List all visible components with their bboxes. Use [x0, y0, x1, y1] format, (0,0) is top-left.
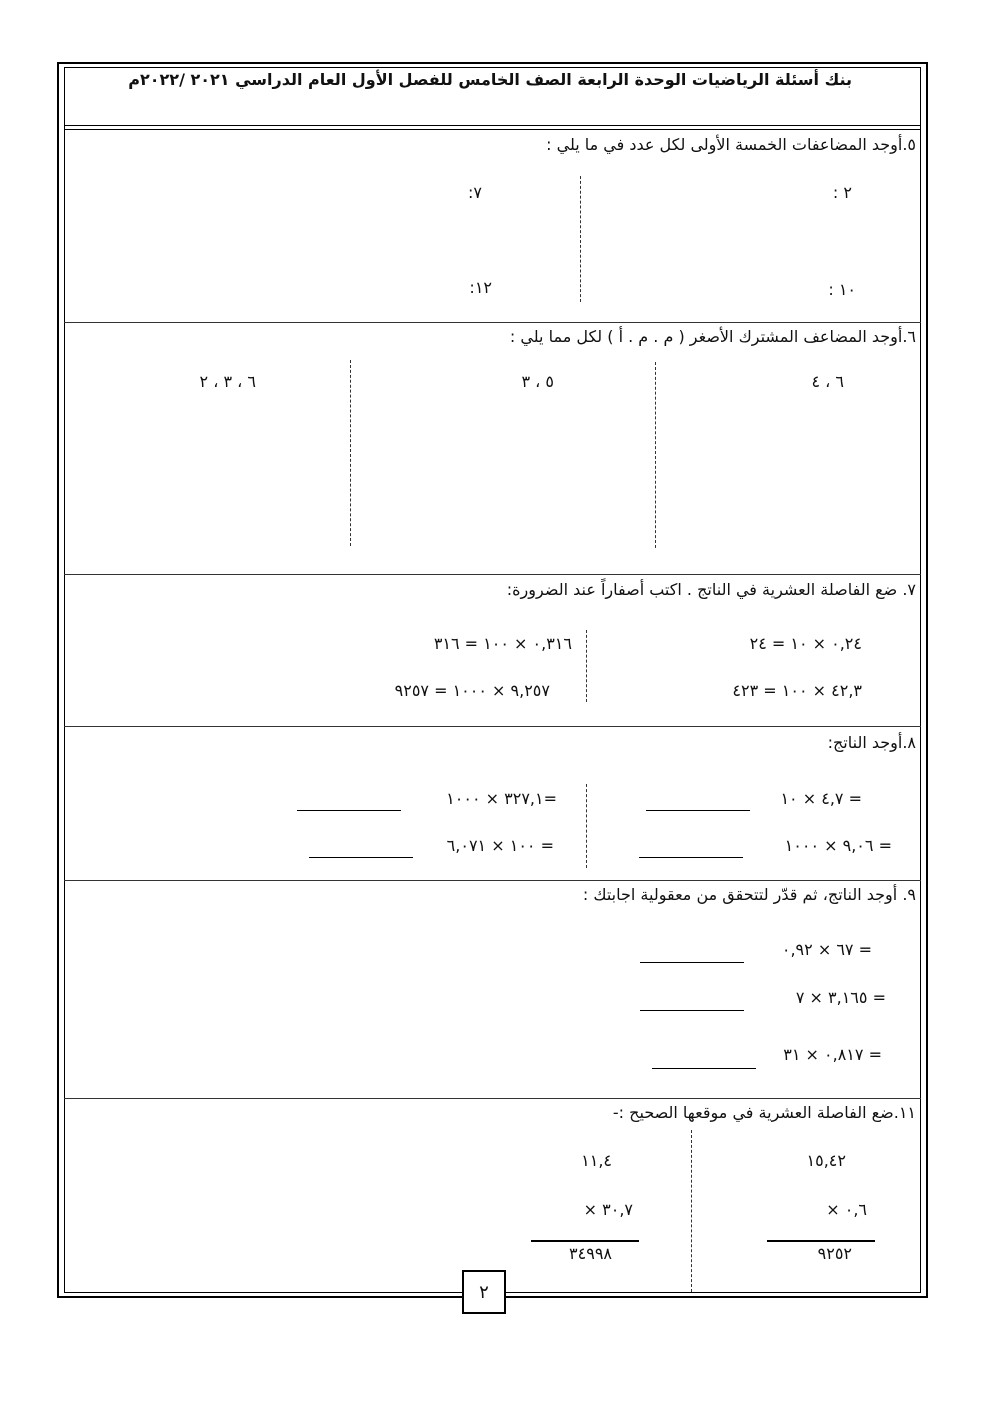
q9-item-b: ٣,١٦٥ × ٧ =	[795, 988, 886, 1007]
q11-left-multiplier: × ٣٠,٧	[583, 1200, 633, 1219]
q6-item-c: ٦ ، ٣ ، ٢	[199, 372, 256, 391]
question-6-prompt: ٦.أوجد المضاعف المشترك الأصغر ( م . م . أ ) لكل مما يلي :	[509, 327, 916, 346]
section-divider	[64, 322, 921, 323]
q11-divider	[691, 1130, 692, 1292]
question-8-prompt: ٨.أوجد الناتج:	[827, 733, 916, 752]
q9-answer-c-line[interactable]	[652, 1068, 756, 1069]
q8-item-b: ٣٢٧,١ × ١٠٠٠=	[446, 789, 557, 808]
q6-divider-2	[350, 360, 351, 546]
page-title: بنك أسئلة الرياضيات الوحدة الرابعة الصف الخامس للفصل الأول العام الدراسي ٢٠٢١ /٢٠٢٢م	[128, 70, 852, 89]
q8-item-a: ٤,٧ × ١٠ =	[780, 789, 862, 808]
question-9-prompt: ٩. أوجد الناتج، ثم قدّر لتتحقق من معقولية اجابتك :	[582, 885, 916, 904]
page-number-text: ٢	[479, 1281, 489, 1303]
q11-right-multiplicand: ١٥,٤٢	[806, 1151, 846, 1170]
section-divider	[64, 574, 921, 575]
q9-item-c: ٠,٨١٧ × ٣١ =	[783, 1045, 882, 1064]
q8-divider	[586, 784, 587, 868]
q7-item-a: ٠,٢٤ × ١٠ = ٢٤	[749, 634, 862, 653]
q5-item-7: :٧	[468, 183, 482, 202]
q6-item-a: ٦ ، ٤	[811, 372, 844, 391]
q7-divider	[586, 630, 587, 702]
q7-item-b: ٠,٣١٦ × ١٠٠ = ٣١٦	[433, 634, 572, 653]
q8-answer-a-line[interactable]	[646, 810, 750, 811]
header-divider-2	[64, 129, 921, 130]
section-divider	[64, 880, 921, 881]
question-7-prompt: ٧. ضع الفاصلة العشرية في الناتج . اكتب أصفاراً عند الضرورة:	[506, 580, 916, 599]
q5-item-10: : ١٠	[828, 280, 856, 299]
header-divider	[64, 125, 921, 126]
q7-item-d: ٩,٢٥٧ × ١٠٠٠ = ٩٢٥٧	[394, 681, 550, 700]
q11-left-result-rule	[531, 1240, 639, 1242]
question-5-prompt: ٥.أوجد المضاعفات الخمسة الأولى لكل عدد في ما يلي :	[546, 135, 916, 154]
page-number	[462, 1270, 506, 1314]
q11-left-multiplicand: ١١,٤	[581, 1151, 612, 1170]
q11-right-multiplier: × ٠,٦	[826, 1200, 867, 1219]
q8-answer-d-line[interactable]	[309, 857, 413, 858]
question-11-prompt: ١١.ضع الفاصلة العشرية في موقعها الصحيح :-	[612, 1103, 916, 1122]
q9-answer-b-line[interactable]	[640, 1010, 744, 1011]
q11-right-product: ٩٢٥٢	[817, 1244, 852, 1263]
q6-item-b: ٥ ، ٣	[521, 372, 554, 391]
q8-item-d: ١٠٠ × ٦,٠٧١ =	[446, 836, 554, 855]
q5-divider	[580, 176, 581, 302]
q7-item-c: ٤٢,٣ × ١٠٠ = ٤٢٣	[732, 681, 862, 700]
section-divider	[64, 1098, 921, 1099]
section-divider	[64, 726, 921, 727]
q11-left-product: ٣٤٩٩٨	[569, 1244, 612, 1263]
q5-item-12: :١٢	[469, 278, 492, 297]
q5-item-2: : ٢	[832, 183, 852, 202]
q8-item-c: ٩,٠٦ × ١٠٠٠ =	[784, 836, 892, 855]
q9-answer-a-line[interactable]	[640, 962, 744, 963]
q9-item-a: ٦٧ × ٠,٩٢ =	[781, 940, 872, 959]
q8-answer-b-line[interactable]	[297, 810, 401, 811]
q11-right-result-rule	[767, 1240, 875, 1242]
q8-answer-c-line[interactable]	[639, 857, 743, 858]
q6-divider-1	[655, 362, 656, 548]
